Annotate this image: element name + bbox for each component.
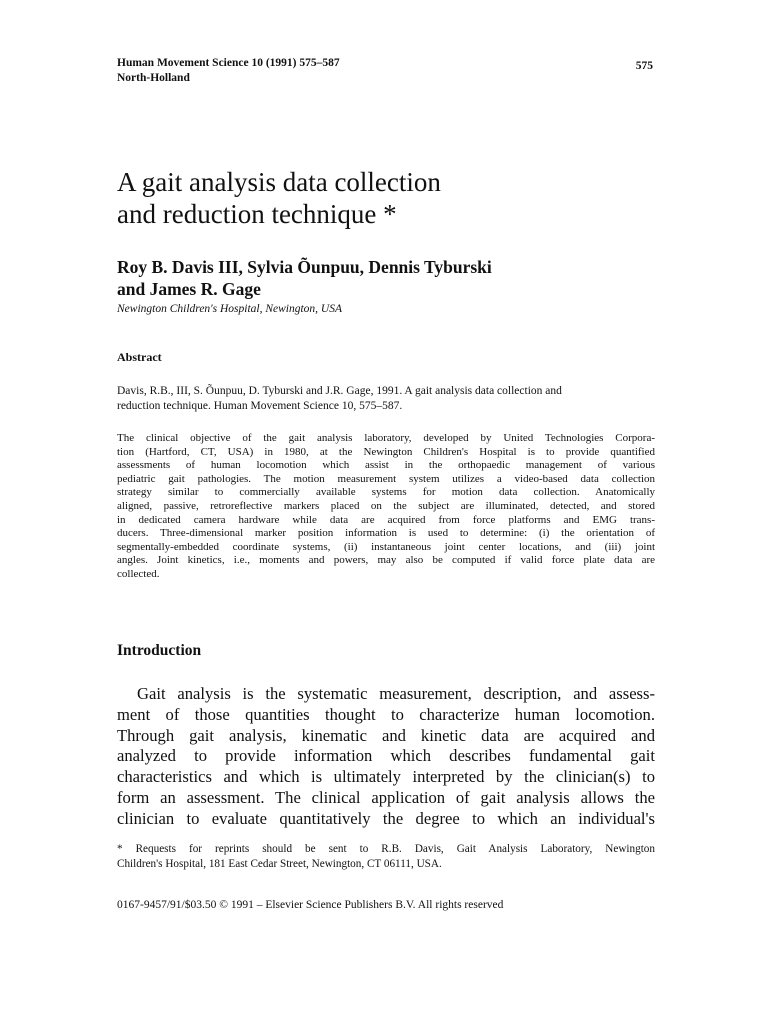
paper-title-line: A gait analysis data collection	[117, 167, 441, 197]
abstract-line: tion (Hartford, CT, USA) in 1980, at the Newington Children's Hospital is to provide quantified	[117, 445, 655, 458]
citation-line: Davis, R.B., III, S. Õunpuu, D. Tyburski and J.R. Gage, 1991. A gait analysis data collection and	[117, 385, 562, 397]
abstract-line: segmentally-embedded coordinate systems, (ii) instantaneous joint center locations, and (iii) joint	[117, 540, 655, 553]
page-number: 575	[635, 60, 653, 72]
author-list	[117, 256, 655, 300]
author-line: Roy B. Davis III, Sylvia Õunpuu, Dennis Tyburski	[117, 257, 492, 277]
abstract-line: The clinical objective of the gait analysis laboratory, developed by United Technologies Corpora-	[117, 432, 655, 444]
body-line: analyzed to provide information which describes fundamental gait	[117, 746, 655, 766]
publisher-line: North-Holland	[117, 72, 190, 84]
section-heading-introduction: Introduction	[117, 642, 202, 659]
affiliation: Newington Children's Hospital, Newington, USA	[117, 303, 343, 315]
body-line: clinician to evaluate quantitatively the degree to which an individual's	[117, 808, 655, 828]
abstract-body	[117, 432, 655, 582]
abstract-line: collected.	[117, 567, 160, 580]
abstract-citation	[117, 384, 655, 414]
abstract-line: aligned, passive, retroreflective markers placed on the subject are illuminated, detected, and stored	[117, 499, 655, 512]
introduction-body	[117, 684, 655, 830]
paper-title	[117, 166, 655, 230]
body-line: Through gait analysis, kinematic and kinetic data are acquired and	[117, 725, 655, 745]
paper-title-line: and reduction technique *	[117, 199, 397, 229]
body-line: ment of those quantities thought to characterize human locomotion.	[117, 704, 655, 724]
copyright-line: 0167-9457/91/$03.50 © 1991 – Elsevier Science Publishers B.V. All rights reserved	[117, 899, 504, 911]
citation-line: reduction technique. Human Movement Science 10, 575–587.	[117, 400, 403, 412]
footnote	[117, 842, 655, 872]
abstract-line: assessments of human locomotion which assist in the orthopaedic management of various	[117, 459, 655, 472]
footnote-line: Children's Hospital, 181 East Cedar Street, Newington, CT 06111, USA.	[117, 858, 442, 870]
body-line: form an assessment. The clinical application of gait analysis allows the	[117, 787, 655, 807]
abstract-line: pediatric gait pathologies. The motion measurement system utilizes a video-based data collection	[117, 472, 655, 485]
journal-citation-line: Human Movement Science 10 (1991) 575–587	[117, 57, 340, 69]
abstract-line: ducers. Three-dimensional marker position information is used to determine: (i) the orientation of	[117, 527, 655, 540]
body-line: characteristics and which is ultimately interpreted by the clinician(s) to	[117, 767, 655, 787]
paper-page	[117, 0, 655, 1024]
abstract-heading: Abstract	[117, 350, 162, 364]
journal-header	[117, 56, 655, 86]
footnote-line: * Requests for reprints should be sent to R.B. Davis, Gait Analysis Laboratory, Newington	[117, 843, 655, 855]
body-line: Gait analysis is the systematic measurement, description, and assess-	[137, 684, 655, 703]
author-line: and James R. Gage	[117, 279, 261, 299]
abstract-line: angles. Joint kinetics, i.e., moments and powers, may also be computed if valid force plate data are	[117, 554, 655, 567]
abstract-line: in dedicated camera hardware while data are acquired from force platforms and EMG trans-	[117, 513, 655, 526]
abstract-line: strategy similar to commercially available systems for motion data collection. Anatomically	[117, 486, 655, 499]
